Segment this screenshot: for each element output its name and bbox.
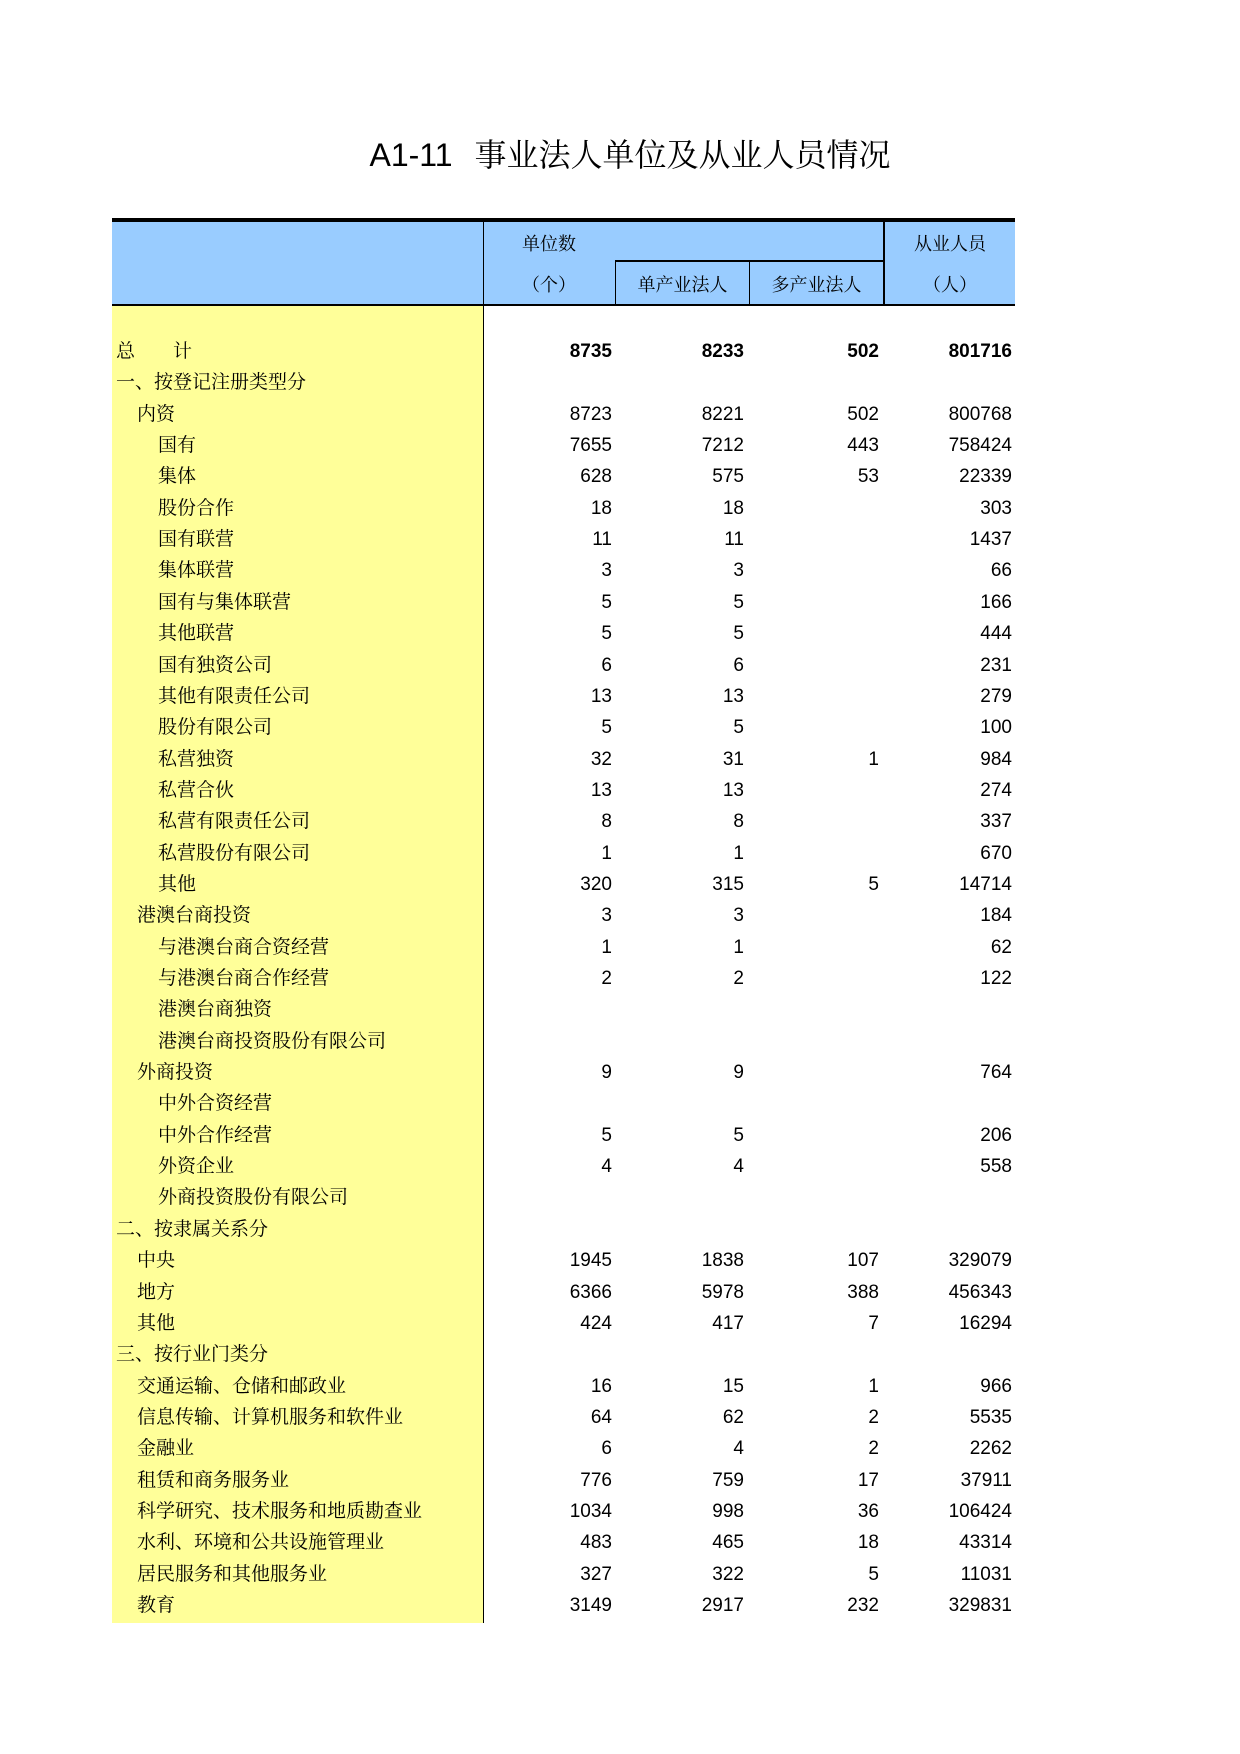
row-value: 1 [868, 1375, 879, 1397]
row-label: 金融业 [137, 1437, 195, 1460]
table-row [112, 994, 1015, 1025]
row-value: 37911 [960, 1469, 1012, 1491]
row-value: 17 [857, 1469, 879, 1491]
row-label: 水利、环境和公共设施管理业 [137, 1531, 385, 1554]
page-title [0, 130, 1240, 176]
row-value: 8 [601, 811, 612, 833]
table-row [112, 555, 1015, 586]
header-employees: 从业人员 [914, 234, 986, 255]
row-value: 9 [601, 1062, 612, 1084]
row-value: 62 [722, 1406, 744, 1428]
row-value: 3 [733, 560, 744, 582]
row-label: 与港澳台商合作经营 [158, 967, 330, 989]
row-label: 股份合作 [158, 496, 235, 519]
row-value: 15 [722, 1375, 744, 1397]
row-value: 16 [590, 1375, 612, 1397]
table-row [112, 900, 1015, 931]
row-value: 13 [590, 685, 612, 707]
row-label: 交通运输、仓储和邮政业 [137, 1374, 347, 1397]
row-value: 8221 [701, 403, 744, 425]
row-value: 8233 [701, 341, 744, 362]
row-label: 集体 [158, 465, 197, 488]
row-value: 2917 [701, 1595, 744, 1616]
row-label: 三、按行业门类分 [116, 1343, 269, 1366]
row-value: 13 [722, 685, 744, 707]
table-row [112, 744, 1015, 775]
row-label: 地方 [137, 1280, 176, 1303]
row-value: 3149 [569, 1595, 612, 1616]
header-single: 单产业法人 [637, 275, 728, 296]
row-value: 4 [601, 1156, 612, 1178]
row-value: 1437 [969, 529, 1012, 551]
row-value: 31 [722, 748, 744, 770]
row-value: 1945 [569, 1250, 612, 1272]
row-value: 62 [990, 936, 1012, 958]
row-value: 13 [590, 779, 612, 801]
row-label: 港澳台商投资股份有限公司 [158, 1029, 387, 1052]
row-value: 100 [980, 717, 1012, 739]
row-value: 444 [980, 623, 1012, 645]
row-value: 1 [733, 842, 744, 864]
row-value: 11031 [960, 1563, 1012, 1585]
row-label: 居民服务和其他服务业 [137, 1562, 328, 1585]
table-row [112, 681, 1015, 712]
table-row [112, 775, 1015, 806]
header-employees-unit: （人） [923, 275, 977, 296]
row-value: 43314 [959, 1532, 1012, 1554]
row-label: 一、按登记注册类型分 [116, 371, 307, 394]
row-value: 1 [601, 842, 612, 864]
table-row [112, 1151, 1015, 1182]
row-value: 36 [857, 1500, 879, 1522]
table-row [112, 1527, 1015, 1558]
row-value: 11 [724, 529, 744, 551]
row-value: 3 [601, 905, 612, 927]
row-label: 教育 [137, 1594, 176, 1616]
row-label: 二、按隶属关系分 [116, 1217, 269, 1240]
row-label: 集体联营 [158, 559, 235, 582]
table-row [112, 1088, 1015, 1119]
row-value: 5535 [969, 1406, 1012, 1428]
row-value: 4 [733, 1438, 744, 1460]
row-value: 7212 [701, 435, 744, 457]
table-row [112, 461, 1015, 492]
row-label: 外资企业 [158, 1155, 235, 1178]
row-value: 5 [733, 623, 744, 645]
row-value: 5 [601, 623, 612, 645]
row-value: 106424 [948, 1500, 1012, 1522]
row-value: 122 [980, 968, 1012, 989]
row-value: 465 [712, 1532, 744, 1554]
table-row [112, 806, 1015, 837]
row-value: 8 [733, 811, 744, 833]
row-label: 中外合作经营 [158, 1123, 273, 1146]
row-value: 7 [868, 1312, 879, 1334]
table-row [112, 336, 1015, 367]
row-value: 998 [712, 1500, 744, 1522]
row-value: 6366 [569, 1281, 612, 1303]
row-value: 2262 [969, 1438, 1012, 1460]
row-value: 2 [601, 968, 612, 989]
table-row [112, 712, 1015, 743]
row-value: 8735 [569, 341, 612, 362]
row-label: 科学研究、技术服务和地质勘查业 [137, 1499, 423, 1522]
row-value: 456343 [948, 1281, 1012, 1303]
row-value: 6 [733, 654, 744, 676]
row-label: 国有与集体联营 [158, 590, 292, 613]
row-value: 18 [857, 1532, 879, 1554]
row-value: 2 [733, 968, 744, 989]
row-value: 337 [980, 811, 1012, 833]
row-value: 327 [580, 1563, 612, 1585]
row-value: 8723 [569, 403, 612, 425]
row-value: 5 [601, 591, 612, 613]
row-value: 966 [980, 1375, 1012, 1397]
row-label: 总 计 [116, 340, 193, 362]
row-value: 5 [868, 873, 879, 895]
row-value: 483 [580, 1532, 612, 1554]
row-value: 558 [980, 1156, 1012, 1178]
row-value: 1 [601, 936, 612, 958]
row-label: 中央 [137, 1249, 176, 1272]
table-row [112, 869, 1015, 900]
row-value: 16294 [959, 1312, 1012, 1334]
header-bottom-border [112, 304, 1015, 306]
row-value: 764 [980, 1062, 1012, 1084]
row-value: 322 [712, 1563, 744, 1585]
row-value: 18 [722, 497, 744, 519]
row-label: 外商投资 [137, 1061, 214, 1084]
row-label: 国有独资公司 [158, 653, 273, 676]
row-value: 315 [712, 873, 744, 895]
row-label: 私营独资 [158, 747, 235, 770]
row-value: 32 [590, 748, 612, 770]
row-value: 443 [847, 435, 879, 457]
row-label: 港澳台商独资 [158, 998, 273, 1021]
row-value: 107 [847, 1250, 879, 1272]
table-row [112, 1402, 1015, 1433]
table-row [112, 1339, 1015, 1370]
row-value: 417 [712, 1312, 744, 1334]
row-value: 18 [590, 497, 612, 519]
table-row [112, 1465, 1015, 1496]
row-value: 329831 [948, 1595, 1012, 1616]
row-label: 租赁和商务服务业 [137, 1468, 290, 1491]
table-row [112, 1277, 1015, 1308]
table-row [112, 1057, 1015, 1088]
row-value: 5 [868, 1563, 879, 1585]
row-value: 11 [592, 529, 612, 551]
row-label: 其他 [158, 872, 197, 895]
table-title: 事业法人单位及从业人员情况 [474, 136, 891, 174]
row-value: 166 [980, 591, 1012, 613]
row-value: 5 [733, 591, 744, 613]
row-value: 6 [601, 1438, 612, 1460]
table-row [112, 1371, 1015, 1402]
row-value: 759 [712, 1469, 744, 1491]
table-row [112, 1214, 1015, 1245]
row-label: 其他有限责任公司 [158, 684, 311, 707]
row-value: 231 [980, 654, 1012, 676]
table-row [112, 587, 1015, 618]
row-value: 984 [980, 748, 1012, 770]
row-value: 801716 [948, 341, 1012, 362]
row-value: 5 [733, 1124, 744, 1146]
table-row [112, 493, 1015, 524]
row-label: 外商投资股份有限公司 [158, 1186, 349, 1209]
row-value: 64 [590, 1406, 612, 1428]
row-value: 502 [847, 403, 879, 425]
row-value: 502 [847, 341, 879, 362]
row-value: 6 [601, 654, 612, 676]
row-value: 5978 [701, 1281, 744, 1303]
row-value: 776 [580, 1469, 612, 1491]
row-label: 股份有限公司 [158, 716, 273, 739]
header-units: 单位数 [522, 234, 576, 255]
row-value: 13 [722, 779, 744, 801]
table-row [112, 1496, 1015, 1527]
table-row [112, 399, 1015, 430]
header-multi: 多产业法人 [771, 275, 862, 296]
row-value: 5 [733, 717, 744, 739]
row-label: 与港澳台商合资经营 [158, 935, 330, 958]
row-value: 1838 [701, 1250, 744, 1272]
row-value: 9 [733, 1062, 744, 1084]
table-code: A1-11 [369, 137, 453, 173]
row-value: 274 [980, 779, 1012, 801]
row-label: 国有联营 [158, 528, 235, 551]
row-value: 184 [980, 905, 1012, 927]
table-row [112, 367, 1015, 398]
row-value: 2 [868, 1438, 879, 1460]
row-value: 424 [580, 1312, 612, 1334]
row-value: 53 [857, 466, 879, 488]
table-row [112, 1245, 1015, 1276]
table-row [112, 524, 1015, 555]
row-value: 14714 [959, 873, 1012, 895]
table-row [112, 1559, 1015, 1590]
table-row [112, 1182, 1015, 1213]
row-value: 279 [980, 685, 1012, 707]
row-value: 758424 [948, 435, 1012, 457]
table-row [112, 1026, 1015, 1057]
row-value: 388 [847, 1281, 879, 1303]
row-value: 7655 [569, 435, 612, 457]
header-units-unit: （个） [522, 275, 576, 296]
table-row [112, 650, 1015, 681]
table-row [112, 838, 1015, 869]
row-value: 1034 [569, 1500, 612, 1522]
row-value: 628 [580, 466, 612, 488]
row-value: 329079 [948, 1250, 1012, 1272]
row-value: 206 [980, 1124, 1012, 1146]
row-value: 1 [733, 936, 744, 958]
divider [615, 260, 883, 262]
row-label: 私营股份有限公司 [158, 841, 311, 864]
row-value: 3 [601, 560, 612, 582]
row-label: 其他 [137, 1311, 176, 1334]
row-label: 信息传输、计算机服务和软件业 [137, 1405, 404, 1428]
row-value: 66 [990, 560, 1012, 582]
row-value: 575 [712, 466, 744, 488]
row-value: 5 [601, 717, 612, 739]
table-row [112, 963, 1015, 994]
row-value: 22339 [959, 466, 1012, 488]
row-label: 国有 [158, 434, 197, 457]
table-row [112, 430, 1015, 461]
row-value: 320 [580, 873, 612, 895]
table-row [112, 932, 1015, 963]
row-value: 4 [733, 1156, 744, 1178]
row-label: 私营有限责任公司 [158, 810, 311, 833]
row-value: 670 [980, 842, 1012, 864]
table-row [112, 1308, 1015, 1339]
row-value: 1 [868, 748, 879, 770]
table-row [112, 1433, 1015, 1464]
row-label: 中外合资经营 [158, 1092, 273, 1115]
row-label: 私营合伙 [158, 778, 235, 801]
row-value: 5 [601, 1124, 612, 1146]
table-row [112, 1120, 1015, 1151]
table-row [112, 1590, 1015, 1621]
row-value: 303 [980, 497, 1012, 519]
row-label: 内资 [137, 402, 176, 425]
row-value: 2 [868, 1406, 879, 1428]
row-label: 港澳台商投资 [137, 904, 252, 927]
row-label: 其他联营 [158, 622, 235, 645]
row-value: 3 [733, 905, 744, 927]
row-value: 232 [847, 1595, 879, 1616]
table-row [112, 618, 1015, 649]
row-value: 800768 [948, 403, 1012, 425]
